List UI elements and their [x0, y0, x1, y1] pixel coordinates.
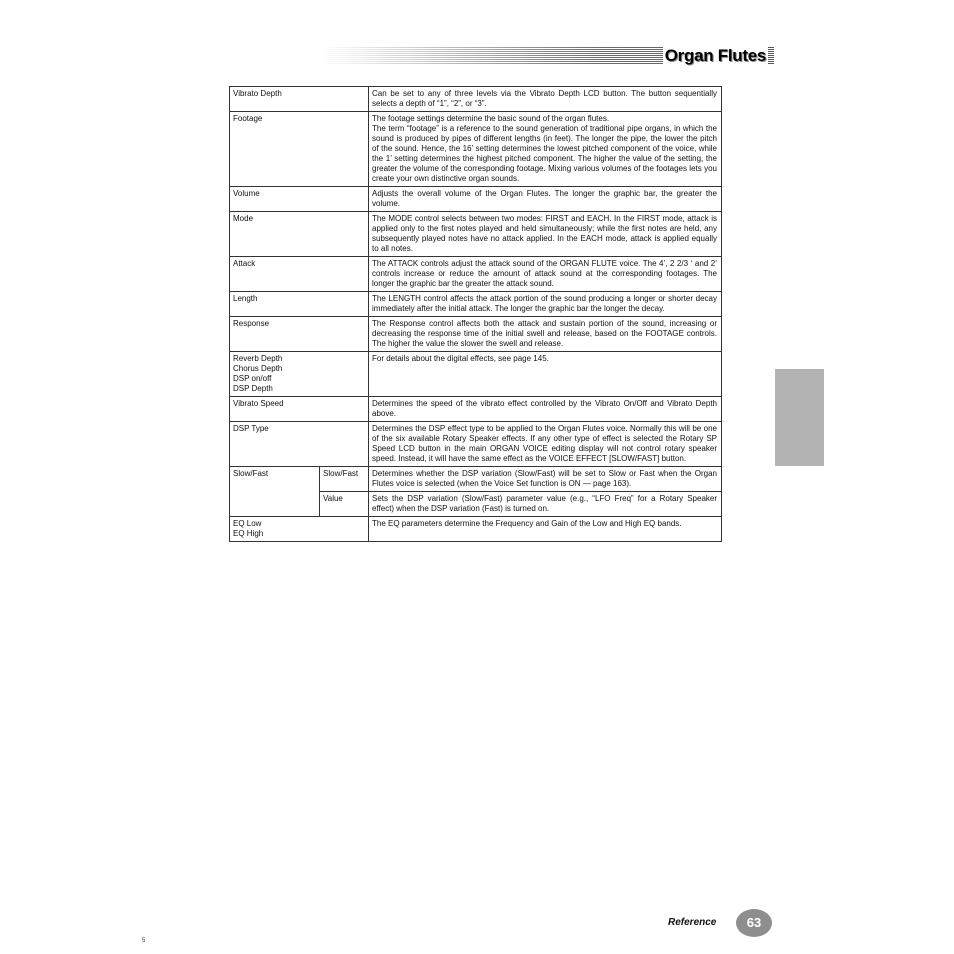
table-row — [230, 112, 722, 187]
param-name: Vibrato Depth — [230, 87, 369, 112]
param-description: The footage settings determine the basic sound of the organ flutes. The term “footage” is a reference to the sound generation of traditional pipe organs, in which the sound is produced by pipes of different lengths (in feet). The longer the pipe, the lower the pitch of the sound. Hence, the 16’ setting determines the lowest pitched component of the voice, while the 1’ setting determines the highest pitched component. The higher the value of the setting, the greater the volume of the corresponding footage. Mixing various volumes of the footages lets you create your own distinctive organ sounds. — [369, 112, 722, 187]
table-row — [230, 467, 722, 492]
table-row — [230, 187, 722, 212]
param-description: For details about the digital effects, see page 145. — [369, 352, 722, 397]
footer-section-label: Reference — [668, 917, 717, 928]
table-row — [230, 517, 722, 542]
param-subname: Slow/Fast — [320, 467, 369, 492]
param-name: Attack — [230, 257, 369, 292]
table-row — [230, 352, 722, 397]
param-description: Determines whether the DSP variation (Slow/Fast) will be set to Slow or Fast when the Organ Flutes voice is selected (when the Voice Set function is ON — page 163). — [369, 467, 722, 492]
table-row — [230, 212, 722, 257]
param-name: Footage — [230, 112, 369, 187]
parameter-table — [229, 86, 722, 542]
param-name: EQ Low EQ High — [230, 517, 369, 542]
param-description: Can be set to any of three levels via the Vibrato Depth LCD button. The button sequentially selects a depth of “1”, “2”, or “3”. — [369, 87, 722, 112]
param-name: DSP Type — [230, 422, 369, 467]
param-name: Mode — [230, 212, 369, 257]
param-description: Adjusts the overall volume of the Organ Flutes. The longer the graphic bar, the greater the volume. — [369, 187, 722, 212]
footer-mark: 5 — [142, 938, 146, 944]
table-row — [230, 397, 722, 422]
param-description: The LENGTH control affects the attack portion of the sound producing a longer or shorter decay immediately after the initial attack. The longer the graphic bar the longer the decay. — [369, 292, 722, 317]
param-description: Sets the DSP variation (Slow/Fast) parameter value (e.g., “LFO Freq” for a Rotary Speaker effect) when the DSP variation (Fast) is turned on. — [369, 492, 722, 517]
table-row — [230, 317, 722, 352]
table-row — [230, 87, 722, 112]
page-title: Organ Flutes — [664, 46, 766, 65]
param-name: Reverb Depth Chorus Depth DSP on/off DSP Depth — [230, 352, 369, 397]
param-name: Length — [230, 292, 369, 317]
table-row — [230, 292, 722, 317]
param-description: The Response control affects both the attack and sustain portion of the sound, increasing or decreasing the response time of the initial swell and release, based on the FOOTAGE controls. The higher the value the slower the swell and release. — [369, 317, 722, 352]
param-name: Volume — [230, 187, 369, 212]
param-name: Slow/Fast — [230, 467, 320, 517]
section-side-tab — [775, 369, 824, 466]
param-name: Vibrato Speed — [230, 397, 369, 422]
table-row — [230, 422, 722, 467]
param-subname: Value — [320, 492, 369, 517]
param-description: Determines the DSP effect type to be applied to the Organ Flutes voice. Normally this will be one of the six available Rotary Speaker effects. If any other type of effect is selected the Rotary SP Speed LCD button in the main ORGAN VOICE editing display will not control rotary speaker speed. Instead, it will have the same effect as the VOICE EFFECT [SLOW/FAST] button. — [369, 422, 722, 467]
page-number-badge: 63 — [736, 909, 772, 937]
table-row — [230, 257, 722, 292]
param-description: The MODE control selects between two modes: FIRST and EACH. In the FIRST mode, attack is applied only to the first notes played and held simultaneously; while the first notes are held, any subsequently played notes have no attack applied. In the EACH mode, attack is applied equally to all notes. — [369, 212, 722, 257]
param-description: The ATTACK controls adjust the attack sound of the ORGAN FLUTE voice. The 4’, 2 2/3 ‘ and 2’ controls increase or reduce the amount of attack sound at the corresponding footages. The longer the graphic bar the greater the attack sound. — [369, 257, 722, 292]
param-name: Response — [230, 317, 369, 352]
param-description: Determines the speed of the vibrato effect controlled by the Vibrato On/Off and Vibrato Depth above. — [369, 397, 722, 422]
param-description: The EQ parameters determine the Frequency and Gain of the Low and High EQ bands. — [369, 517, 722, 542]
